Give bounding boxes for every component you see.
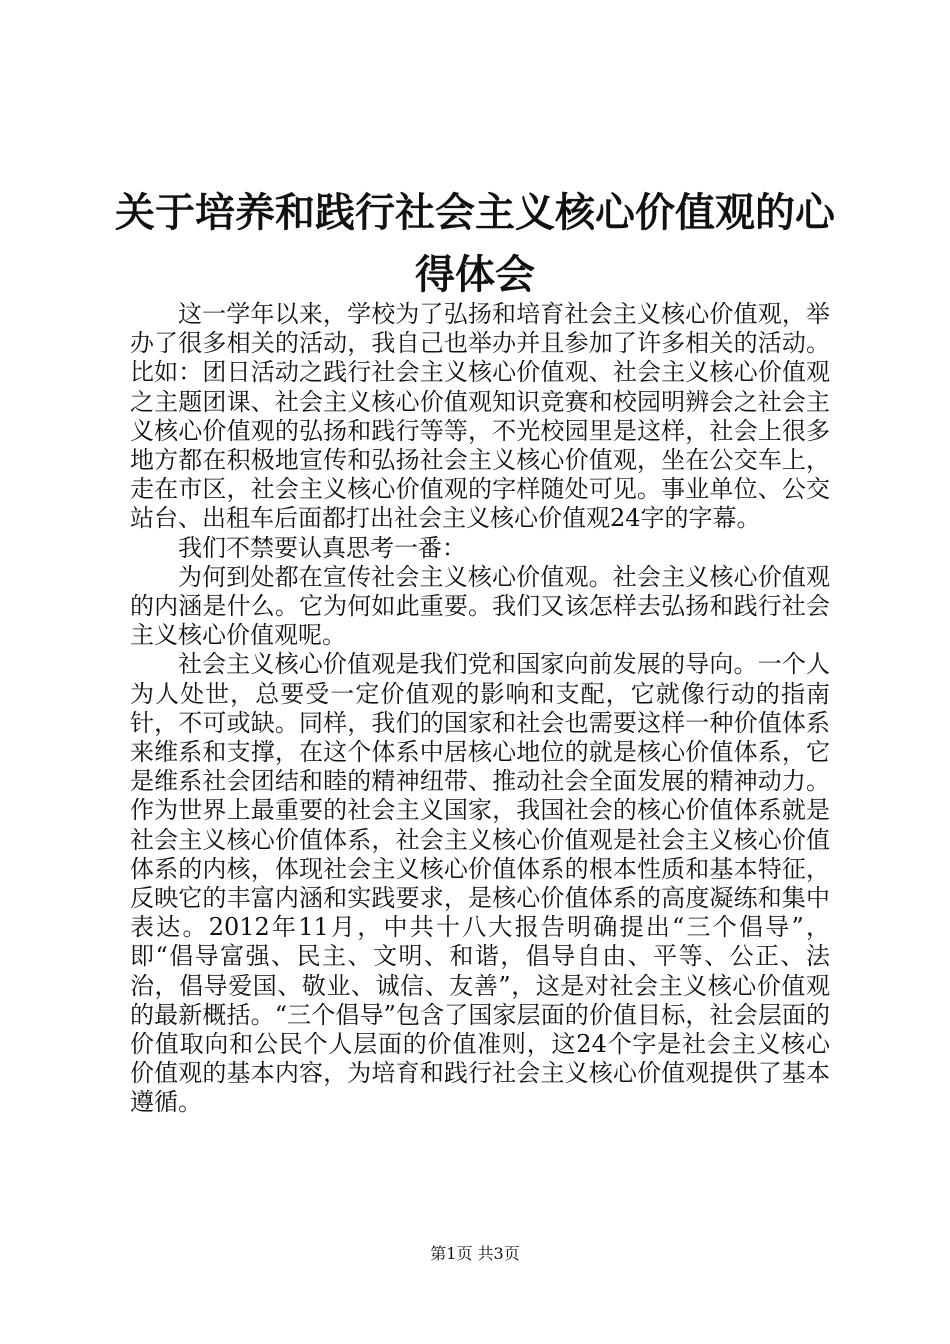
page-number-footer: 第1页 共3页: [430, 1244, 520, 1263]
paragraph-3: 为何到处都在宣传社会主义核心价值观。社会主义核心价值观的内涵是什么。它为何如此重要。我们又该怎样去弘扬和践行社会主义核心价值观呢。: [130, 562, 830, 650]
paragraph-2: 我们不禁要认真思考一番：: [178, 533, 466, 562]
paragraph-4: 社会主义核心价值观是我们党和国家向前发展的导向。一个人为人处世，总要受一定价值观的影响和支配，它就像行动的指南针，不可或缺。同样，我们的国家和社会也需要这样一种价值体系来维系和支撑，在这个体系中居核心地位的就是核心价值体系，它是维系社会团结和睦的精神纽带、推动社会全面发展的精神动力。作为世界上最重要的社会主义国家，我国社会的核心价值体系就是社会主义核心价值体系，社会主义核心价值观是社会主义核心价值体系的内核，体现社会主义核心价值体系的根本性质和基本特征，反映它的丰富内涵和实践要求，是核心价值体系的高度凝练和集中表达。2012年11月，中共十八大报告明确提出“三个倡导”，即“倡导富强、民主、文明、和谐，倡导自由、平等、公正、法治，倡导爱国、敬业、诚信、友善”，这是对社会主义核心价值观的最新概括。“三个倡导”包含了国家层面的价值目标，社会层面的价值取向和公民个人层面的价值准则，这24个字是社会主义核心价值观的基本内容，为培育和践行社会主义核心价值观提供了基本遵循。: [130, 650, 830, 1117]
document-body: [130, 300, 830, 1118]
document-title: 关于培养和践行社会主义核心价值观的心得体会: [115, 190, 835, 298]
paragraph-1: 这一学年以来，学校为了弘扬和培育社会主义核心价值观，举办了很多相关的活动，我自己也举办并且参加了许多相关的活动。比如：团日活动之践行社会主义核心价值观、社会主义核心价值观之主题团课、社会主义核心价值观知识竞赛和校园明辨会之社会主义核心价值观的弘扬和践行等等，不光校园里是这样，社会上很多地方都在积极地宣传和弘扬社会主义核心价值观，坐在公交车上，走在市区，社会主义核心价值观的字样随处可见。事业单位、公交站台、出租车后面都打出社会主义核心价值观24字的字幕。: [130, 300, 830, 533]
